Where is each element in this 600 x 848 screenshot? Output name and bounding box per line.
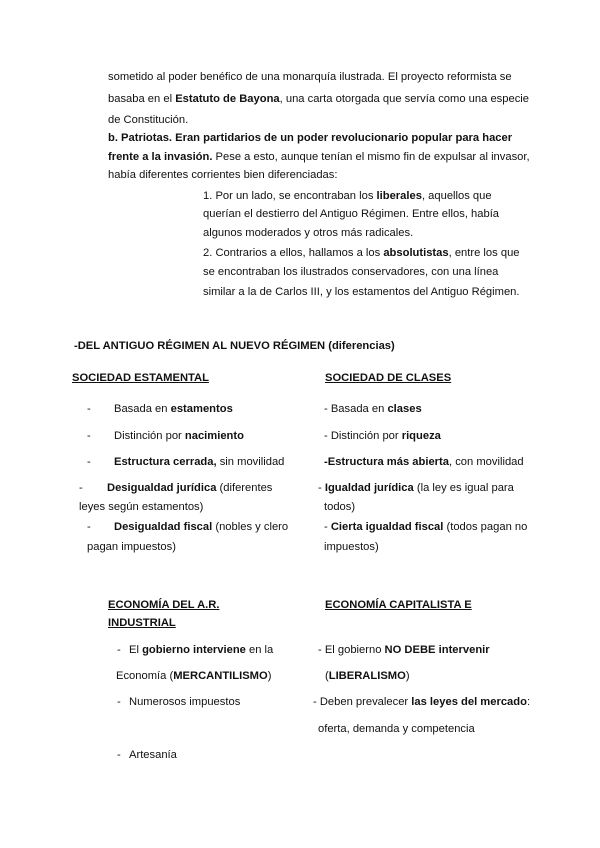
sociedad-estamental-title: SOCIEDAD ESTAMENTAL: [72, 372, 209, 384]
bullet-dash: -: [87, 521, 91, 533]
bullet-dash: -: [87, 430, 91, 442]
estamental-row-3: Estructura cerrada, sin movilidad: [114, 456, 285, 468]
item-1-line-1: 1. Por un lado, se encontraban los liberales, aquellos que: [203, 190, 492, 202]
clases-row-5: - Cierta igualdad fiscal (todos pagan no: [324, 521, 528, 533]
bullet-dash: -: [79, 482, 83, 494]
estamental-row-4: Desigualdad jurídica (diferentes: [107, 482, 273, 494]
economia-cap-row-2-cont: oferta, demanda y competencia: [318, 723, 475, 735]
clases-row-1: - Basada en clases: [324, 403, 422, 415]
estamental-row-4-cont: leyes según estamentos): [79, 501, 204, 513]
patriotas-line-3: había diferentes corrientes bien diferenciadas:: [108, 169, 338, 181]
item-2-line-3: similar a la de Carlos III, y los estamentos del Antiguo Régimen.: [203, 286, 520, 298]
item-2-line-1: 2. Contrarios a ellos, hallamos a los absolutistas, entre los que: [203, 247, 520, 259]
economia-ar-row-2: Numerosos impuestos: [129, 696, 241, 708]
economia-ar-title: ECONOMÍA DEL A.R.: [108, 599, 220, 611]
estamental-row-2: Distinción por nacimiento: [114, 430, 244, 442]
clases-row-2: - Distinción por riqueza: [324, 430, 441, 442]
estamental-row-1: Basada en estamentos: [114, 403, 233, 415]
sociedad-clases-title: SOCIEDAD DE CLASES: [325, 372, 452, 384]
bullet-dash: -: [117, 644, 121, 656]
clases-row-4: - Igualdad jurídica (la ley es igual para: [318, 482, 514, 494]
patriotas-line-1: b. Patriotas. Eran partidarios de un poder revolucionario popular para hacer: [108, 132, 513, 144]
estamental-row-5: Desigualdad fiscal (nobles y clero: [114, 521, 289, 533]
clases-row-5-cont: impuestos): [324, 541, 379, 553]
bullet-dash: -: [87, 403, 91, 415]
estamental-row-5-cont: pagan impuestos): [87, 541, 176, 553]
item-1-line-3: algunos moderados y otros más radicales.: [203, 227, 414, 239]
economia-ar-row-3: Artesanía: [129, 749, 177, 761]
clases-row-3: -Estructura más abierta, con movilidad: [324, 456, 524, 468]
economia-cap-row-1: - El gobierno NO DEBE intervenir: [318, 644, 490, 656]
bullet-dash: -: [117, 749, 121, 761]
bullet-dash: -: [117, 696, 121, 708]
economia-ar-row-1: El gobierno interviene en la: [129, 644, 274, 656]
economia-capitalista-title: ECONOMÍA CAPITALISTA E: [325, 599, 472, 611]
economia-ar-title-cont: INDUSTRIAL: [108, 617, 176, 629]
section-title: -DEL ANTIGUO RÉGIMEN AL NUEVO RÉGIMEN (diferencias): [74, 340, 395, 352]
item-1-line-2: querían el destierro del Antiguo Régimen. Entre ellos, había: [203, 208, 500, 220]
economia-cap-row-2: - Deben prevalecer las leyes del mercado:: [313, 696, 531, 708]
intro-line-1: sometido al poder benéfico de una monarquía ilustrada. El proyecto reformista se: [108, 71, 512, 83]
bullet-dash: -: [87, 456, 91, 468]
economia-ar-row-1-cont: Economía (MERCANTILISMO): [116, 670, 272, 682]
economia-cap-row-1-cont: (LIBERALISMO): [325, 670, 410, 682]
item-2-line-2: se encontraban los ilustrados conservadores, con una línea: [203, 266, 499, 278]
clases-row-4-cont: todos): [324, 501, 356, 513]
intro-line-3: de Constitución.: [108, 114, 189, 126]
patriotas-line-2: frente a la invasión. Pese a esto, aunque tenían el mismo fin de expulsar al invasor,: [108, 151, 530, 163]
intro-line-2: basaba en el Estatuto de Bayona, una carta otorgada que servía como una especie: [108, 93, 530, 105]
